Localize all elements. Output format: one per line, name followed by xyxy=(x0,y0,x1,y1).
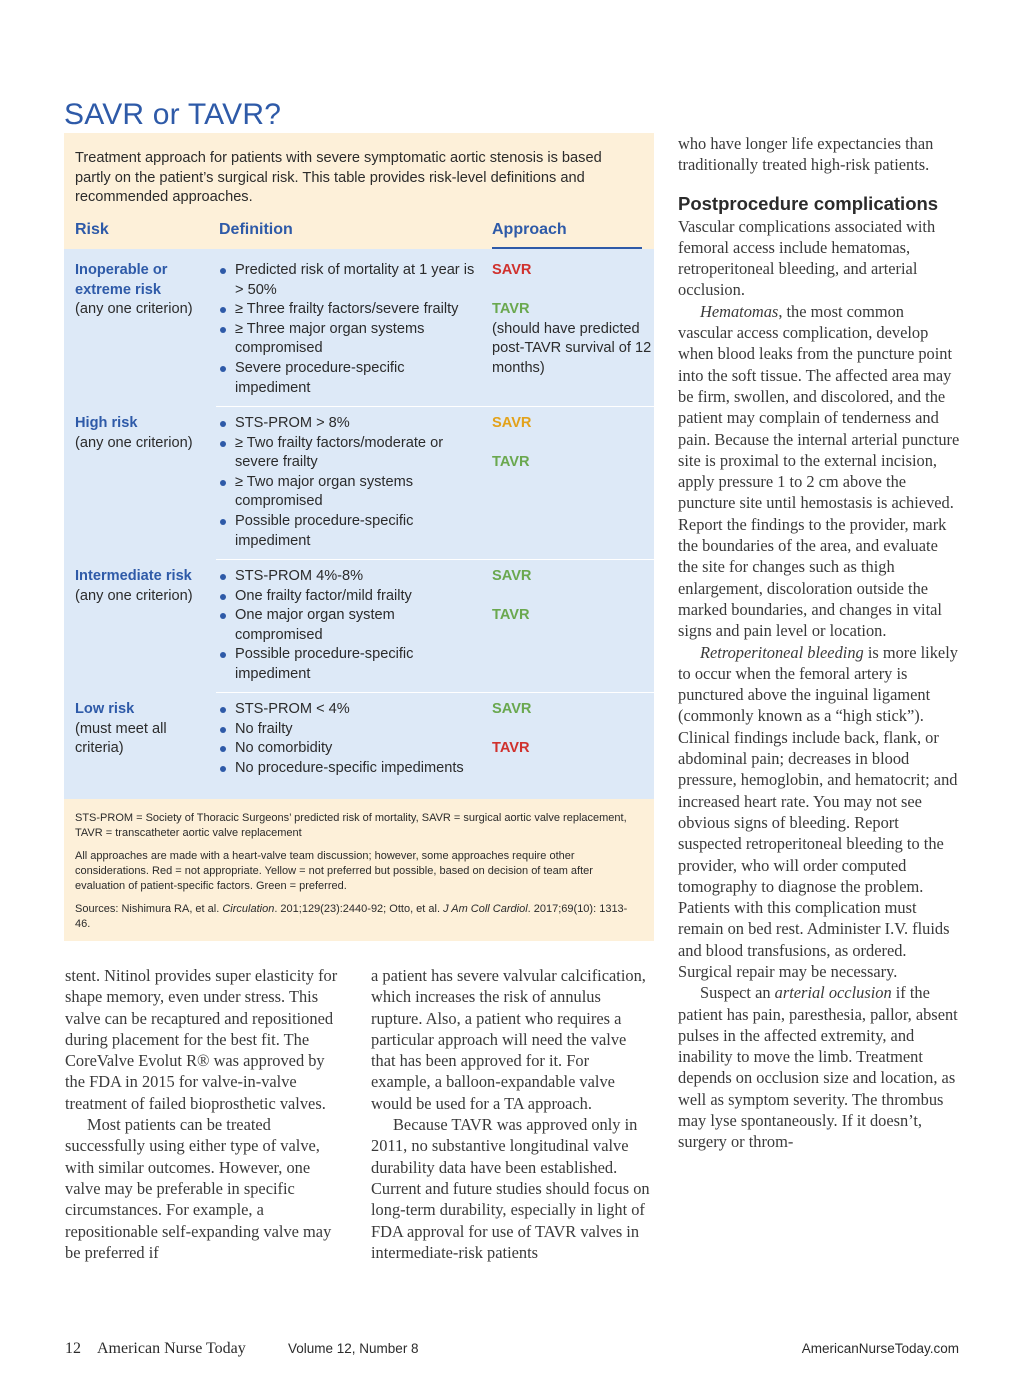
criterion: One major organ system compromised xyxy=(219,606,479,645)
criterion: No frailty xyxy=(219,720,479,740)
body-paragraph: Vascular complications associated with femoral access include hematomas, retroperitoneal bleeding, and arterial occlusion. xyxy=(678,216,936,300)
sources-text: . 2017;69(10): 1313-46. xyxy=(75,903,628,930)
criteria-list xyxy=(219,414,479,551)
body-paragraph: a patient has severe valvular calcification, which increases the risk of annulus rupture. Also, a patient who requires a particular approach will need the valve that has been approved for it. For example, a balloon-expandable valve would be used for a TA approach. xyxy=(371,966,646,1113)
paragraph-text: Suspect an xyxy=(700,983,775,1003)
journal-name: J Am Coll Cardiol xyxy=(443,903,528,915)
criterion: ≥ Two major organ systems compromised xyxy=(219,473,479,512)
approach-cell xyxy=(492,567,652,626)
term-emphasis: arterial occlusion xyxy=(774,983,892,1003)
criterion: ≥ Two frailty factors/moderate or severe frailty xyxy=(219,434,479,473)
risk-condition: (any one criterion) xyxy=(75,301,193,318)
criterion: Possible procedure-specific impediment xyxy=(219,512,479,551)
criteria-list xyxy=(219,700,479,778)
approach-savr: SAVR xyxy=(492,262,532,278)
risk-condition: (any one criterion) xyxy=(75,434,193,451)
risk-cell xyxy=(75,567,215,606)
paragraph-text: if the patient has pain, paresthesia, pallor, absent pulses in the affected extremity, and inability to move the limb. Treatment depends on occlusion size and location, as well as symptom severity. The thrombus may lyse spontaneously. If it doesn’t, surgery or throm- xyxy=(678,983,958,1152)
section-heading: Postprocedure complications xyxy=(678,192,939,214)
approach-savr: SAVR xyxy=(492,568,532,584)
sources-text: Sources: Nishimura RA, et al. xyxy=(75,903,223,915)
paragraph-text: is more likely to occur when the femoral artery is punctured above the inguinal ligament (commonly known as a “high stick”). Clinical findings include back, flank, or abdominal pain; decreases in blood pressure, hemoglobin, and hematocrit; and increased heart rate. You may not see obvious signs of bleeding. Report suspected retroperitoneal bleeding to the provider, who will order computed tomography to diagnose the problem. Patients with this complication must remain on bed rest. Administer I.V. fluids and blood transfusions, as ordered. Surgical repair may be necessary. xyxy=(678,642,958,981)
paragraph-text: , the most common vascular access complication, develop when blood leaks from the puncture point into the soft tissue. The affected area may be firm, swollen, and discolored, and the patient may complain of tenderness and pain. Because the internal arterial puncture site is proximal to the external incision, apply pressure 1 to 2 cm above the puncture site until hemostasis is achieved. Report the findings to the provider, mark the boundaries of the area, and evaluate the site for changes such as thigh enlargement, discoloration outside the marked boundaries, and changes in vital signs and pain level or location. xyxy=(678,301,960,641)
column-header-approach: Approach xyxy=(492,221,567,238)
savr-tavr-sidebar xyxy=(64,133,654,941)
criterion: Possible procedure-specific impediment xyxy=(219,645,479,684)
approach-savr: SAVR xyxy=(492,415,532,431)
risk-condition: (any one criterion) xyxy=(75,587,193,604)
body-paragraph: Because TAVR was approved only in 2011, no substantive longitudinal valve durability data have been established. Current and future studies should focus on long-term durability, especially in light of FDA approval for use of TAVR valves in intermediate-risk patients xyxy=(371,1115,650,1262)
issue-info: Volume 12, Number 8 xyxy=(288,1341,419,1356)
risk-level: Low risk xyxy=(75,701,135,717)
criterion: ≥ Three frailty factors/severe frailty xyxy=(219,300,479,320)
sidebar-title: SAVR or TAVR? xyxy=(64,98,282,131)
approach-tavr: TAVR xyxy=(492,454,530,471)
journal-name: Circulation xyxy=(222,903,275,915)
page-number: 12 xyxy=(65,1340,81,1357)
approach-cell xyxy=(492,261,652,379)
body-paragraph xyxy=(678,301,960,642)
risk-cell xyxy=(75,261,215,320)
sources-text: . 201;129(23):2440-92; Otto, et al. xyxy=(274,903,444,915)
row-divider xyxy=(216,406,654,407)
column-header-risk: Risk xyxy=(75,221,109,238)
approach-tavr: TAVR xyxy=(492,301,530,318)
website-link[interactable]: AmericanNurseToday.com xyxy=(801,1341,959,1356)
row-divider xyxy=(216,559,654,560)
criteria-list xyxy=(219,567,479,685)
risk-cell xyxy=(75,700,215,759)
body-column-middle xyxy=(371,965,651,1263)
criterion: One frailty factor/mild frailty xyxy=(219,587,479,607)
sidebar-intro: Treatment approach for patients with severe symptomatic aortic stenosis is based partly on the patient’s surgical risk. This table provides risk-level definitions and recommended approaches. xyxy=(75,150,602,206)
criterion: STS-PROM < 4% xyxy=(219,700,479,720)
approach-tavr: TAVR xyxy=(492,607,530,624)
publication-name: American Nurse Today xyxy=(97,1340,246,1357)
criteria-list xyxy=(219,261,479,398)
risk-level: Inoperable or extreme risk xyxy=(75,262,168,298)
sidebar-footnotes xyxy=(75,811,640,940)
approach-note: (should have predicted post-TAVR survival of 12 months) xyxy=(492,320,652,376)
body-column-right xyxy=(678,133,960,1153)
color-key-note: All approaches are made with a heart-valve team discussion; however, some approaches require other considerations. Red = not appropriate. Yellow = not preferred but possible, based on decision of team after evaluation of patient-specific factors. Green = preferred. xyxy=(75,850,593,892)
risk-cell xyxy=(75,414,215,453)
term-emphasis: Hematomas xyxy=(700,301,779,321)
approach-cell xyxy=(492,700,652,759)
risk-table xyxy=(64,249,654,799)
risk-level: High risk xyxy=(75,415,138,431)
page-footer xyxy=(65,1340,959,1364)
term-emphasis: Retroperitoneal bleeding xyxy=(700,642,864,662)
criterion: Predicted risk of mortality at 1 year is > 50% xyxy=(219,261,479,300)
row-divider xyxy=(216,692,654,693)
approach-tavr: TAVR xyxy=(492,740,530,757)
body-paragraph: Most patients can be treated successfully using either type of valve, with similar outcomes. However, one valve may be preferable in specific circumstances. For example, a repositionable self-expanding valve may be preferred if xyxy=(65,1115,332,1262)
column-header-definition: Definition xyxy=(219,221,293,238)
risk-condition: (must meet all criteria) xyxy=(75,720,167,757)
body-paragraph xyxy=(678,982,960,1152)
body-paragraph: who have longer life expectancies than traditionally treated high-risk patients. xyxy=(678,134,934,175)
criterion: Severe procedure-specific impediment xyxy=(219,359,479,398)
approach-cell xyxy=(492,414,652,473)
criterion: ≥ Three major organ systems compromised xyxy=(219,320,479,359)
abbreviations-note: STS-PROM = Society of Thoracic Surgeons’ predicted risk of mortality, SAVR = surgical aortic valve replacement, TAVR = transcatheter aortic valve replacement xyxy=(75,812,627,839)
body-paragraph xyxy=(678,642,960,983)
approach-savr: SAVR xyxy=(492,701,532,717)
risk-level: Intermediate risk xyxy=(75,568,192,584)
criterion: STS-PROM > 8% xyxy=(219,414,479,434)
criterion: No comorbidity xyxy=(219,739,479,759)
criterion: No procedure-specific impediments xyxy=(219,759,479,779)
body-paragraph: stent. Nitinol provides super elasticity for shape memory, even under stress. This valve can be recaptured and repositioned during placement for the best fit. The CoreValve Evolut R® was approved by the FDA in 2015 for valve-in-valve treatment of failed bioprosthetic valves. xyxy=(65,966,338,1113)
sources-note xyxy=(75,902,640,932)
body-column-left xyxy=(65,965,345,1263)
criterion: STS-PROM 4%-8% xyxy=(219,567,479,587)
